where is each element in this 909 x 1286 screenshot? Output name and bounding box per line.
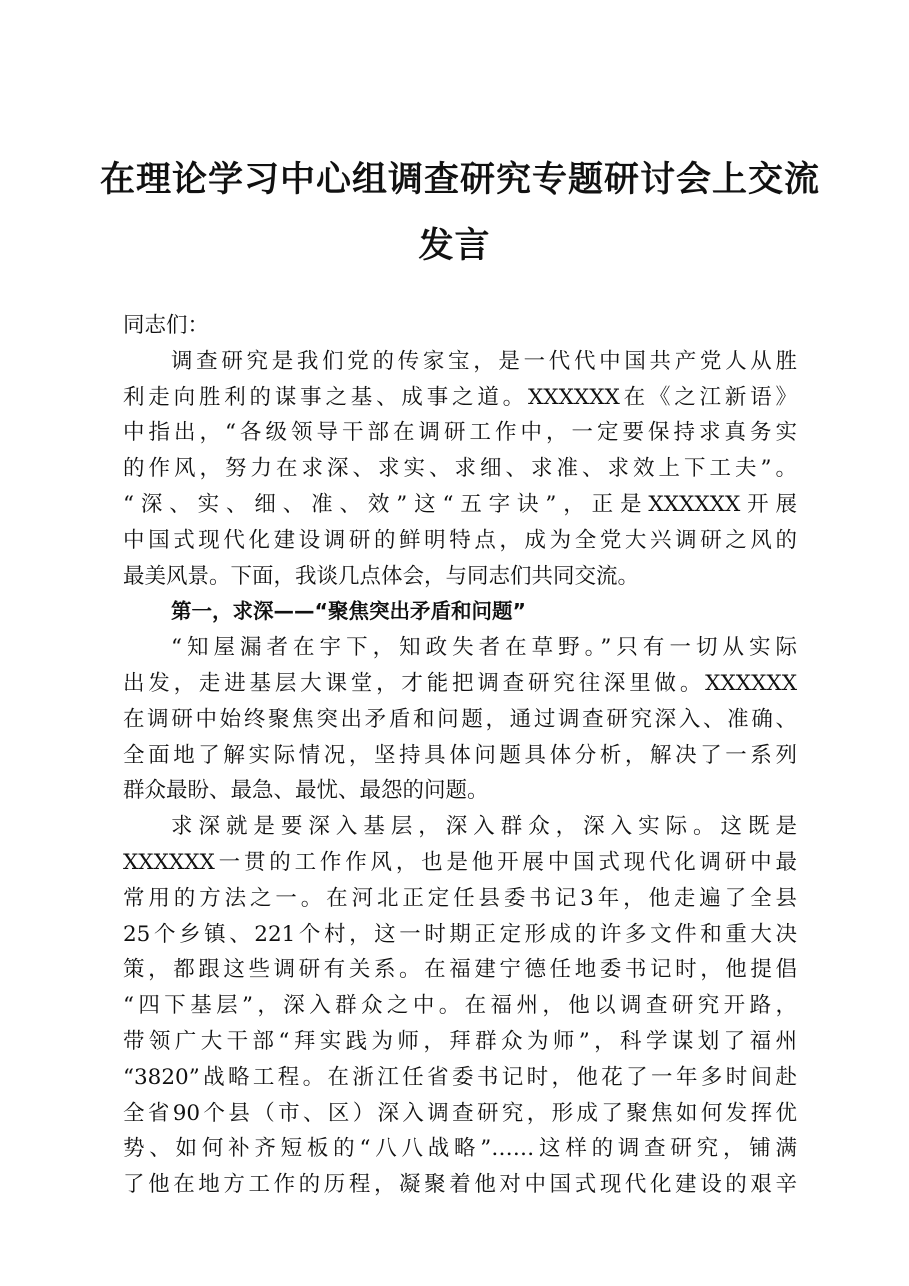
paragraph-2-line: 在调研中始终聚焦突出矛盾和问题，通过调查研究深入、准确、 <box>123 706 797 732</box>
paragraph-2-line: “知屋漏者在宇下，知政失者在草野。”只有一切从实际 <box>171 635 797 661</box>
paragraph-2-line: 出发，走进基层大课堂，才能把调查研究往深里做。XXXXXX <box>123 670 797 696</box>
salutation: 同志们： <box>123 313 210 338</box>
document-title-line-2: 发言 <box>418 226 491 266</box>
document-body <box>123 308 797 1203</box>
paragraph-1-line: 调查研究是我们党的传家宝，是一代代中国共产党人从胜 <box>171 348 797 374</box>
paragraph-1-line: 中指出，“各级领导干部在调研工作中，一定要保持求真务实 <box>123 420 797 446</box>
paragraph-1-line: 利走向胜利的谋事之基、成事之道。XXXXXX在《之江新语》 <box>123 384 797 410</box>
paragraph-3-line: 势、如何补齐短板的“八八战略”……这样的调查研究，铺满 <box>123 1136 797 1162</box>
paragraph-1-line: “深、实、细、准、效”这“五字诀”，正是XXXXXX开展 <box>123 491 797 517</box>
paragraph-3-line: 了他在地方工作的历程，凝聚着他对中国式现代化建设的艰辛 <box>123 1172 797 1198</box>
paragraph-3-line: “四下基层”，深入群众之中。在福州，他以调查研究开路， <box>123 993 797 1019</box>
document-title-line-1: 在理论学习中心组调查研究专题研讨会上交流 <box>100 160 821 200</box>
paragraph-1-line: 的作风，努力在求深、求实、求细、求准、求效上下工夫”。 <box>123 456 797 482</box>
paragraph-3-line: 带领广大干部“拜实践为师，拜群众为师”，科学谋划了福州 <box>123 1028 797 1054</box>
paragraph-3-line: 求深就是要深入基层，深入群众，深入实际。这既是 <box>171 814 797 840</box>
paragraph-1-line: 中国式现代化建设调研的鲜明特点，成为全党大兴调研之风的 <box>123 527 797 553</box>
paragraph-2-line: 群众最盼、最急、最忧、最怨的问题。 <box>123 778 489 804</box>
paragraph-2-line: 全面地了解实际情况，坚持具体问题具体分析，解决了一系列 <box>123 742 797 768</box>
paragraph-3-line: 25个乡镇、221个村，这一时期正定形成的许多文件和重大决 <box>123 921 797 947</box>
paragraph-3-line: 常用的方法之一。在河北正定任县委书记3年，他走遍了全县 <box>123 885 797 911</box>
paragraph-3-line: 全省90个县（市、区）深入调查研究，形成了聚焦如何发挥优 <box>123 1100 797 1126</box>
paragraph-3-line: XXXXXX一贯的工作作风，也是他开展中国式现代化调研中最 <box>123 849 797 875</box>
paragraph-3-line: “3820”战略工程。在浙江任省委书记时，他花了一年多时间赴 <box>123 1064 797 1090</box>
paragraph-3-line: 策，都跟这些调研有关系。在福建宁德任地委书记时，他提倡 <box>123 957 797 983</box>
paragraph-1-line: 最美风景。下面，我谈几点体会，与同志们共同交流。 <box>123 563 640 589</box>
section-heading-1: 第一，求深——“聚焦突出矛盾和问题” <box>171 599 526 624</box>
